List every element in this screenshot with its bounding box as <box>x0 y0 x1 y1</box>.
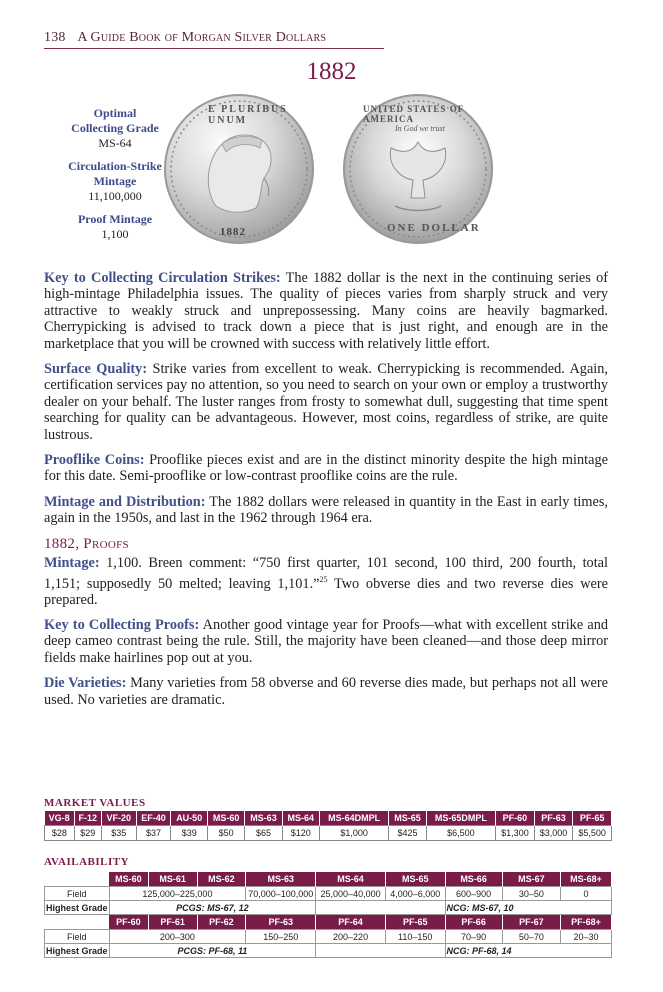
circulation-mintage-value: 11,100,000 <box>88 189 142 203</box>
optimal-grade-label: Optimal Collecting Grade <box>71 106 159 135</box>
pf-grade-header: PF-61 <box>148 915 197 930</box>
grade-header: VG-8 <box>45 811 75 826</box>
proofs-heading: 1882, Proofs <box>44 535 129 552</box>
heading-circulation-strikes: Key to Collecting Circulation Strikes: <box>44 270 281 286</box>
coin-obverse-image <box>164 94 314 244</box>
optimal-grade-value: MS-64 <box>98 136 132 150</box>
heading-prooflike: Prooflike Coins: <box>44 452 145 469</box>
market-values-header-row <box>45 811 612 826</box>
paragraph-mintage-distribution <box>44 494 608 527</box>
pf-grade-header: PF-65 <box>385 915 445 930</box>
price-cell: $39 <box>171 826 208 841</box>
pf-grade-header: PF-63 <box>246 915 316 930</box>
paragraph-prooflike <box>44 452 608 485</box>
heading-surface-quality: Surface Quality: <box>44 361 148 378</box>
ms-grade-header: MS-68+ <box>561 872 612 887</box>
availability-title: AVAILABILITY <box>44 856 130 868</box>
obverse-date: 1882 <box>220 226 246 238</box>
reverse-legend-top: UNITED STATES OF AMERICA <box>363 104 464 124</box>
blank-cell <box>316 901 445 915</box>
price-cell: $29 <box>74 826 101 841</box>
proof-mintage-value: 1,100 <box>101 227 129 241</box>
coin-reverse-image <box>343 94 493 244</box>
pf-grade-header: PF-64 <box>316 915 386 930</box>
price-cell: $1,000 <box>319 826 389 841</box>
grade-header: MS-64 <box>282 811 319 826</box>
heading-die-varieties: Die Varieties: <box>44 675 127 692</box>
ms-grade-header: MS-62 <box>197 872 246 887</box>
market-values-table <box>44 811 612 841</box>
price-cell: $50 <box>208 826 245 841</box>
row-label-field: Field <box>45 887 110 901</box>
text-proof-mintage: 1,100. Breen comment: “750 first quarter, 101 second, 100 third, 200 fourth, total 1,151; supposedly 50 melted; leaving 1,101.” <box>44 555 608 592</box>
grade-header: MS-63 <box>245 811 282 826</box>
price-cell: $1,300 <box>496 826 535 841</box>
grade-header: EF-40 <box>136 811 171 826</box>
blank-corner <box>45 872 110 887</box>
availability-table <box>44 872 612 958</box>
ms-grade-header-row <box>45 872 612 887</box>
obverse-legend: E PLURIBUS UNUM <box>208 104 288 126</box>
price-cell: $5,500 <box>573 826 612 841</box>
highest-grade-cell: NCG: PF-68, 14 <box>445 944 611 958</box>
grade-header: PF-63 <box>534 811 573 826</box>
heading-proof-mintage: Mintage: <box>44 555 100 572</box>
grade-header: MS-64DMPL <box>319 811 389 826</box>
field-cell: 50–70 <box>502 930 560 944</box>
running-head <box>44 30 384 49</box>
highest-grade-cell: PCGS: PF-68, 11 <box>109 944 316 958</box>
price-cell: $425 <box>389 826 426 841</box>
blank-corner <box>45 915 110 930</box>
ms-grade-header: MS-61 <box>148 872 197 887</box>
reverse-motto: In God we trust <box>395 124 445 133</box>
price-cell: $120 <box>282 826 319 841</box>
book-title: A Guide Book of Morgan Silver Dollars <box>77 30 327 45</box>
field-cell: 600–900 <box>445 887 502 901</box>
footnote-ref: 25 <box>319 574 328 584</box>
ms-field-row <box>45 887 612 901</box>
text-circulation-strikes: The 1882 dollar is the next in the continuing series of high-mintage Philadelphia issues. The quality of pieces varies from sharply struck and very attractive to weakly struck and unprepossessing. Many coins are heavily bagmarked. Cherrypicking is advised to track down a piece that is just right, and enough are in the marketplace that you will be crowned with success with relatively little effort. <box>44 270 608 352</box>
pf-grade-header: PF-66 <box>445 915 502 930</box>
heading-collecting-proofs: Key to Collecting Proofs: <box>44 617 200 634</box>
paragraph-circulation-strikes <box>44 270 608 352</box>
paragraph-die-varieties <box>44 675 608 708</box>
text-die-varieties: Many varieties from 58 obverse and 60 reverse dies made, but perhaps not all were used. No varieties are dramatic. <box>44 675 608 708</box>
field-cell: 70–90 <box>445 930 502 944</box>
price-cell: $35 <box>101 826 136 841</box>
row-label-field: Field <box>45 930 110 944</box>
blank-cell <box>316 944 445 958</box>
highest-grade-cell: PCGS: MS-67, 12 <box>109 901 316 915</box>
pf-grade-header: PF-60 <box>109 915 148 930</box>
text-prooflike: Prooflike pieces exist and are in the distinct minority despite the high mintage for this date. Semi-prooflike or low-contrast prooflike coins are the rule. <box>44 452 608 485</box>
text-proof-mintage-after: Two obverse dies and two reverse dies were prepared. <box>44 575 608 608</box>
grade-header: MS-60 <box>208 811 245 826</box>
field-cell: 20–30 <box>561 930 612 944</box>
grade-header: F-12 <box>74 811 101 826</box>
pf-grade-header: PF-62 <box>197 915 246 930</box>
ms-grade-header: MS-63 <box>246 872 316 887</box>
price-cell: $65 <box>245 826 282 841</box>
pf-grade-header-row <box>45 915 612 930</box>
field-cell: 200–300 <box>109 930 246 944</box>
ms-grade-header: MS-64 <box>316 872 386 887</box>
market-values-title: MARKET VALUES <box>44 797 146 809</box>
row-label-highest: Highest Grade <box>46 902 108 913</box>
price-cell: $6,500 <box>426 826 496 841</box>
page-number: 138 <box>44 30 66 45</box>
pf-grade-header: PF-68+ <box>561 915 612 930</box>
paragraph-proof-mintage <box>44 555 608 608</box>
text-collecting-proofs: Another good vintage year for Proofs—what with excellent strike and deep cameo contrast being the rule. Still, the majority have been cleaned—and those deep mirror fields make hairlines pop out at you. <box>44 617 608 666</box>
paragraph-collecting-proofs <box>44 617 608 666</box>
grade-header: AU-50 <box>171 811 208 826</box>
price-cell: $3,000 <box>534 826 573 841</box>
heading-mintage-distribution: Mintage and Distribution: <box>44 493 206 510</box>
body-text <box>44 270 608 717</box>
proof-mintage-label: Proof Mintage <box>77 212 153 226</box>
grade-header: PF-65 <box>573 811 612 826</box>
year-title: 1882 <box>306 58 357 85</box>
grade-header: MS-65DMPL <box>426 811 496 826</box>
field-cell: 30–50 <box>502 887 560 901</box>
price-cell: $28 <box>45 826 75 841</box>
paragraph-surface-quality <box>44 361 608 443</box>
ms-grade-header: MS-65 <box>385 872 445 887</box>
field-cell: 4,000–6,000 <box>385 887 445 901</box>
field-cell: 110–150 <box>385 930 445 944</box>
grade-header: PF-60 <box>496 811 535 826</box>
grade-header: VF-20 <box>101 811 136 826</box>
field-cell: 125,000–225,000 <box>109 887 246 901</box>
reverse-legend-bottom: ONE DOLLAR <box>387 222 481 234</box>
text-mintage-distribution: The 1882 dollars were released in quantity in the East in early times, again in the 1950s, and last in the 1962 through 1964 era. <box>44 493 608 527</box>
ms-grade-header: MS-66 <box>445 872 502 887</box>
ms-grade-header: MS-67 <box>502 872 560 887</box>
row-label-highest: Highest Grade <box>46 945 108 956</box>
field-cell: 0 <box>561 887 612 901</box>
pf-field-row <box>45 930 612 944</box>
pf-highest-row <box>45 944 612 958</box>
pf-grade-header: PF-67 <box>502 915 560 930</box>
field-cell: 200–220 <box>316 930 386 944</box>
market-values-price-row <box>45 826 612 841</box>
field-cell: 25,000–40,000 <box>316 887 386 901</box>
field-cell: 70,000–100,000 <box>246 887 316 901</box>
ms-highest-row <box>45 901 612 915</box>
grade-header: MS-65 <box>389 811 426 826</box>
circulation-mintage-label: Circulation-Strike Mintage <box>68 159 162 188</box>
ms-grade-header: MS-60 <box>109 872 148 887</box>
field-cell: 150–250 <box>246 930 316 944</box>
price-cell: $37 <box>136 826 171 841</box>
highest-grade-cell: NCG: MS-67, 10 <box>445 901 611 915</box>
text-surface-quality: Strike varies from excellent to weak. Cherrypicking is recommended. Again, certification services pay no attention, so you need to search on your own or employ a trustworthy dealer on your behalf. The luster ranges from frosty to somewhat dull, suggesting that time spent searching for quality can be advantageous. However, most coins, regardless of strike, are quite lustrous. <box>44 361 608 443</box>
